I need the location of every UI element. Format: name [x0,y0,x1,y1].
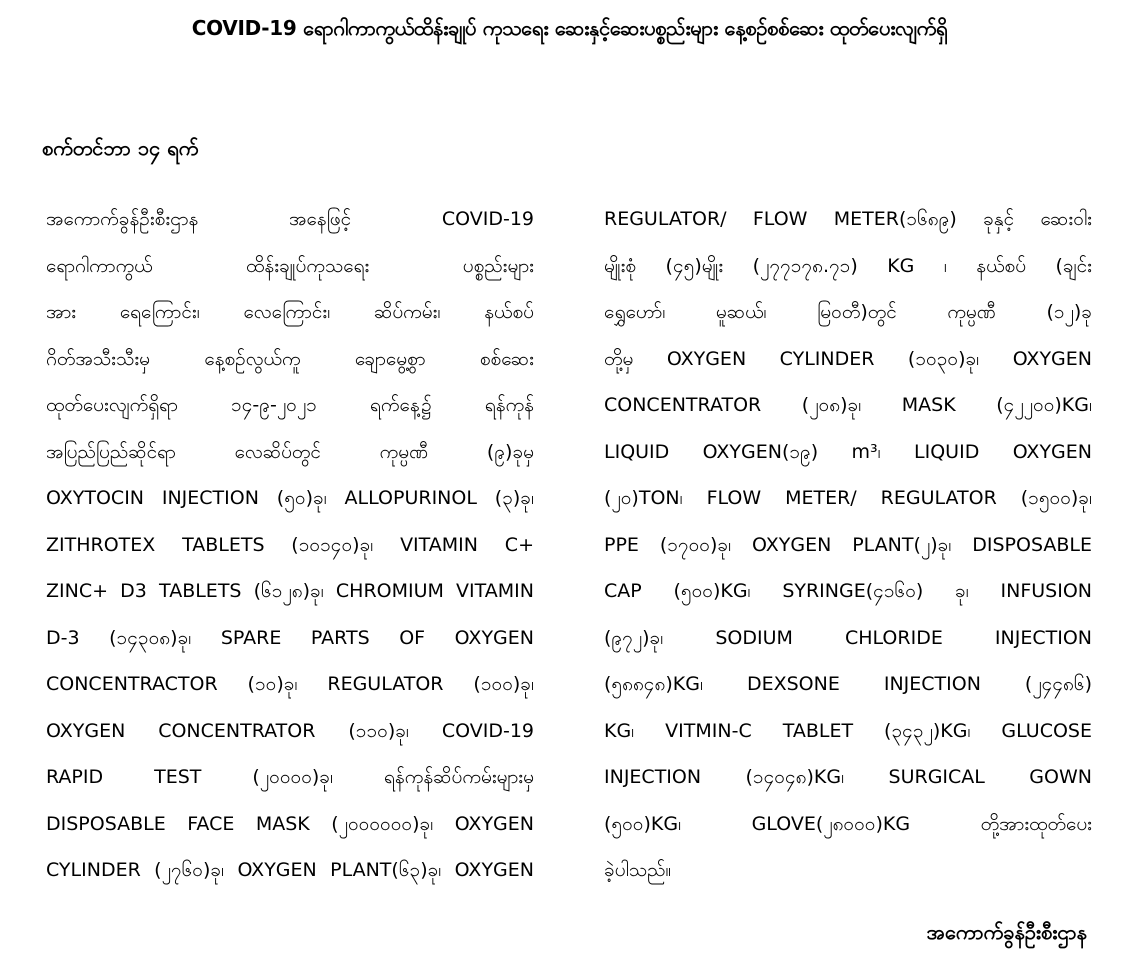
right-column-line: PPE (၁၇၀၀)ခု၊ OXYGEN PLANT(၂)ခု၊ DISPOSABLE [604,533,1092,556]
right-column-line: မျိုးစုံ (၄၅)မျိုး (၂၇၇၁၇၈.၇၁) KG ၊ နယ်စပ် (ချင်း [604,254,1092,277]
right-column-line: CONCENTRATOR (၂၀၈)ခု၊ MASK (၄၂၂၀၀)KG၊ [604,394,1092,416]
document-title: COVID-19 ရောဂါကာကွယ်ထိန်းချုပ် ကုသရေး ဆေးနှင့်ဆေးပစ္စည်းများ နေ့စဉ်စစ်ဆေး ထုတ်ပေးလျက်ရှိ [191,16,948,40]
left-column-line: D-3 (၁၄၃၀၈)ခု၊ SPARE PARTS OF OXYGEN [46,626,534,649]
left-column-line: ဂိတ်အသီးသီးမှ နေ့စဉ်လွယ်ကူ ချောမွေ့စွာ စစ်ဆေး [46,347,534,370]
left-column-line: OXYGEN CONCENTRATOR (၁၁၀)ခု၊ COVID-19 [46,719,534,742]
right-column-line: (၉၇၂)ခု၊ SODIUM CHLORIDE INJECTION [604,626,1092,649]
right-column-line: INJECTION (၁၄၀၄၈)KG၊ SURGICAL GOWN [604,766,1092,788]
left-column-line: CYLINDER (၂၇၆၀)ခု၊ OXYGEN PLANT(၆၃)ခု၊ OXYGEN [46,859,534,881]
left-column-line: DISPOSABLE FACE MASK (၂၀၀၀၀၀၀)ခု၊ OXYGEN [46,812,534,835]
right-column-line: LIQUID OXYGEN(၁၉) m³၊ LIQUID OXYGEN [604,440,1092,463]
left-column-line: အကောက်ခွန်ဦးစီးဌာန အနေဖြင့် COVID-19 [46,208,534,230]
left-column-line: အား ရေကြောင်း၊ လေကြောင်း၊ ဆိပ်ကမ်း၊ နယ်စပ် [46,301,534,323]
left-column-line: အပြည်ပြည်ဆိုင်ရာ လေဆိပ်တွင် ကုမ္ပဏီ (၉)ခုမှ [46,440,534,463]
right-column-line: (၅၀၀)KG၊ GLOVE(၂၈၀၀၀)KG တို့အားထုတ်ပေး [604,812,1092,835]
right-column-line: (၅၈၈၄၈)KG၊ DEXSONE INJECTION (၂၄၄၈၆) [604,673,1092,695]
right-column-line: တို့မှ OXYGEN CYLINDER (၁၀၃၀)ခု၊ OXYGEN [604,347,1092,370]
left-column-line: ရောဂါကာကွယ် ထိန်းချုပ်ကုသရေး ပစ္စည်းများ [46,254,534,277]
right-column [604,196,1092,894]
left-column-line: ZINC+ D3 TABLETS (၆၁၂၈)ခု၊ CHROMIUM VITAMIN [46,580,534,602]
signature: အကောက်ခွန်ဦးစီးဌာန [926,920,1087,944]
left-column-line: ထုတ်ပေးလျက်ရှိရာ ၁၄-၉-၂၀၂၁ ရက်နေ့၌ ရန်ကုန် [46,394,534,416]
left-column-line: OXYTOCIN INJECTION (၅၀)ခု၊ ALLOPURINOL (၃)ခု၊ [46,487,534,509]
right-column-line: KG၊ VITMIN-C TABLET (၃၄၃၂)KG၊ GLUCOSE [604,719,1092,742]
left-column [46,196,534,894]
right-column-line: ခဲ့ပါသည်။ [604,859,672,881]
right-column-line: (၂၀)TON၊ FLOW METER/ REGULATOR (၁၅၀၀)ခု၊ [604,487,1092,509]
left-column-line: RAPID TEST (၂၀၀၀၀)ခု၊ ရန်ကုန်ဆိပ်ကမ်းများမှ [46,766,534,788]
left-column-line: CONCENTRACTOR (၁၀)ခု၊ REGULATOR (၁၀၀)ခု၊ [46,673,534,695]
left-column-line: ZITHROTEX TABLETS (၁၀၁၄၀)ခု၊ VITAMIN C+ [46,533,534,556]
document-date: စက်တင်ဘာ ၁၄ ရက် [42,136,199,160]
right-column-line: CAP (၅၀၀)KG၊ SYRINGE(၄၁၆၀) ခု၊ INFUSION [604,580,1092,602]
right-column-line: ရွှေဟော်၊ မူဆယ်၊ မြဝတီ)တွင် ကုမ္ပဏီ (၁၂)ခု [604,301,1092,323]
right-column-line: REGULATOR/ FLOW METER(၁၆၈၉) ခုနှင့် ဆေးဝါး [604,208,1092,230]
